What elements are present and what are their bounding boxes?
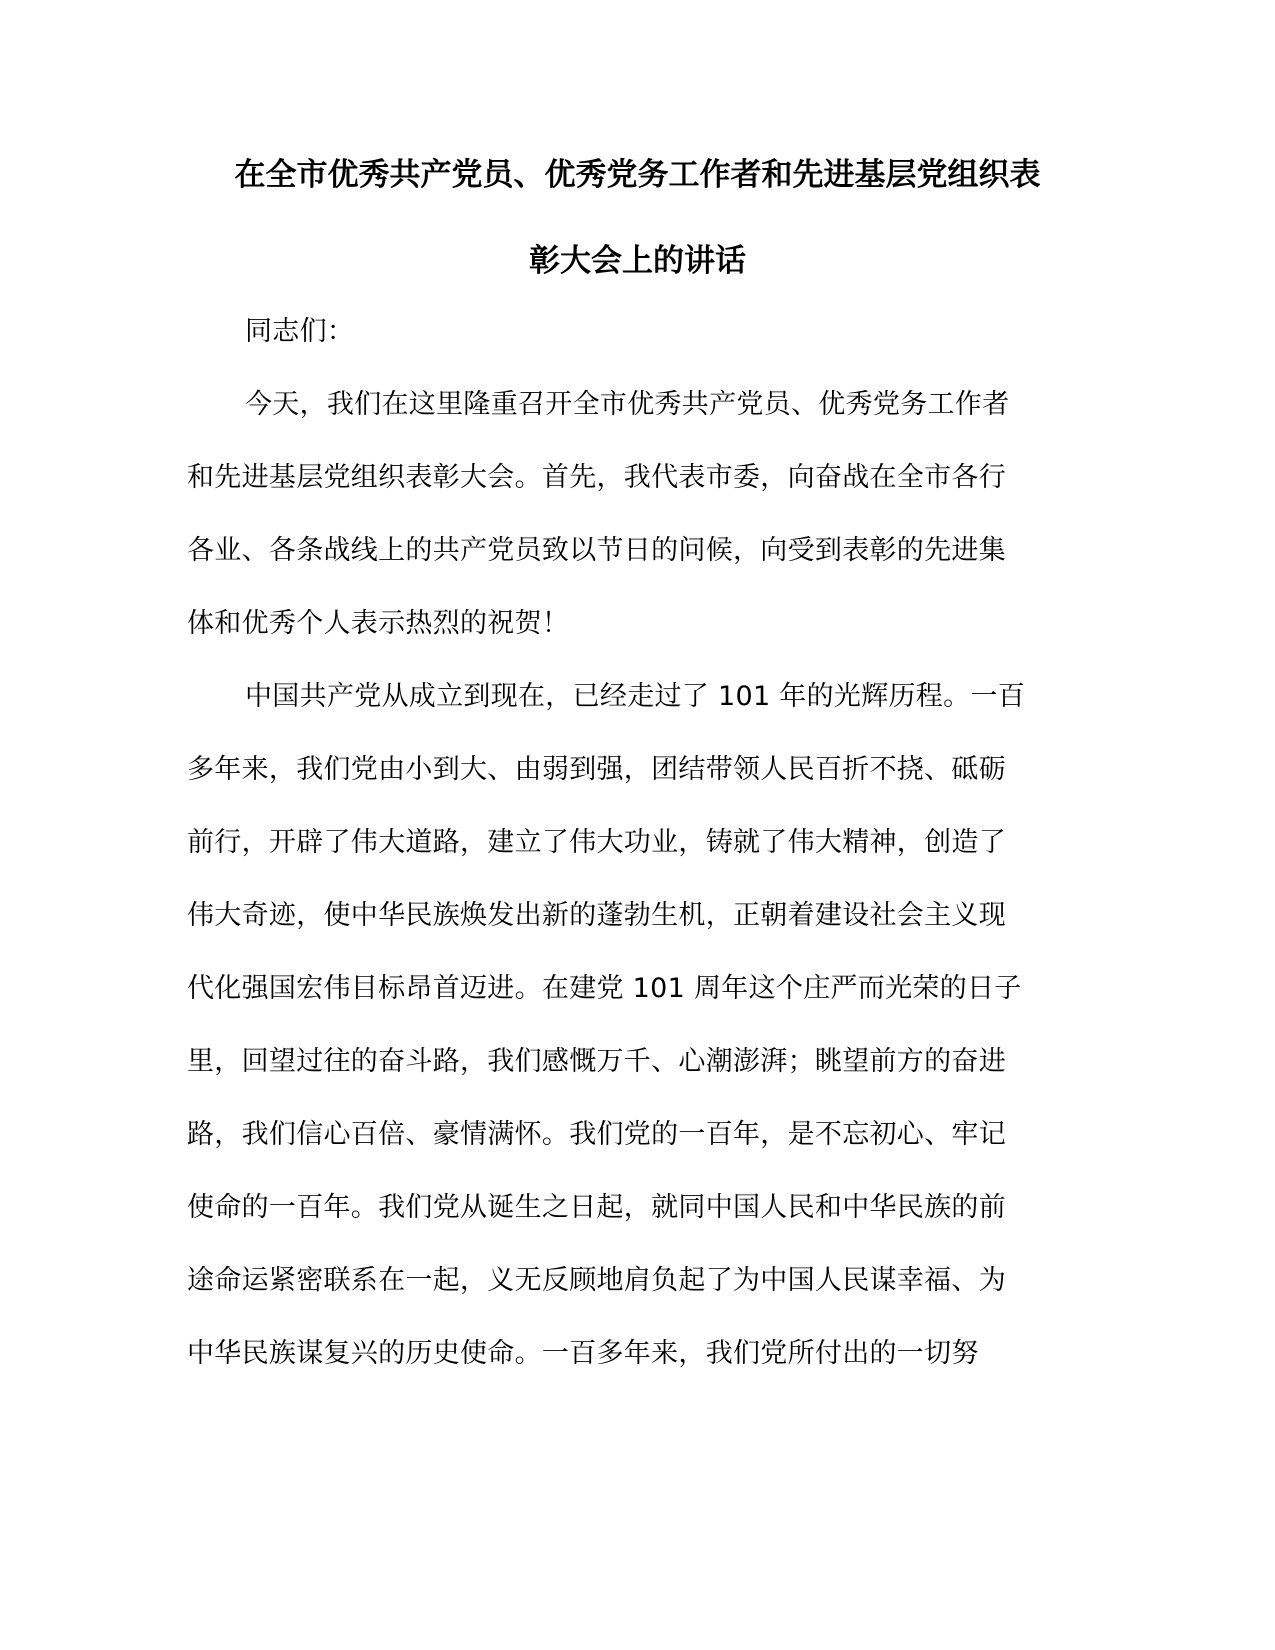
paragraph-2-line-8: 使命的一百年。我们党从诞生之日起，就同中国人民和中华民族的前 [187, 1192, 1006, 1223]
paragraph-2-line-4: 伟大奇迹，使中华民族焕发出新的蓬勃生机，正朝着建设社会主义现 [187, 900, 1006, 931]
paragraph-1-line-1: 今天，我们在这里隆重召开全市优秀共产党员、优秀党务工作者 [245, 389, 1010, 420]
paragraph-1-line-3: 各业、各条战线上的共产党员致以节日的问候，向受到表彰的先进集 [187, 535, 1006, 566]
document-title-line-2: 彰大会上的讲话 [529, 243, 746, 279]
paragraph-2-line-10: 中华民族谋复兴的历史使命。一百多年来，我们党所付出的一切努 [187, 1338, 979, 1369]
paragraph-2-line-9: 途命运紧密联系在一起，义无反顾地肩负起了为中国人民谋幸福、为 [187, 1265, 1006, 1296]
paragraph-1-line-2: 和先进基层党组织表彰大会。首先，我代表市委，向奋战在全市各行 [187, 462, 1006, 493]
paragraph-2-line-7: 路，我们信心百倍、豪情满怀。我们党的一百年，是不忘初心、牢记 [187, 1119, 1006, 1150]
document-title-line-1: 在全市优秀共产党员、优秀党务工作者和先进基层党组织表 [234, 157, 1041, 193]
paragraph-2-line-3: 前行，开辟了伟大道路，建立了伟大功业，铸就了伟大精神，创造了 [187, 827, 1006, 858]
paragraph-1-line-4: 体和优秀个人表示热烈的祝贺！ [187, 608, 570, 639]
paragraph-2-line-6: 里，回望过往的奋斗路，我们感慨万千、心潮澎湃；眺望前方的奋进 [187, 1046, 1006, 1077]
paragraph-2-line-5: 代化强国宏伟目标昂首迈进。在建党 101 周年这个庄严而光荣的日子 [187, 973, 1022, 1004]
paragraph-2-line-2: 多年来，我们党由小到大、由弱到强，团结带领人民百折不挠、砥砺 [187, 754, 1006, 785]
salutation: 同志们： [245, 316, 355, 347]
paragraph-2-line-1: 中国共产党从成立到现在，已经走过了 101 年的光辉历程。一百 [245, 681, 1025, 712]
